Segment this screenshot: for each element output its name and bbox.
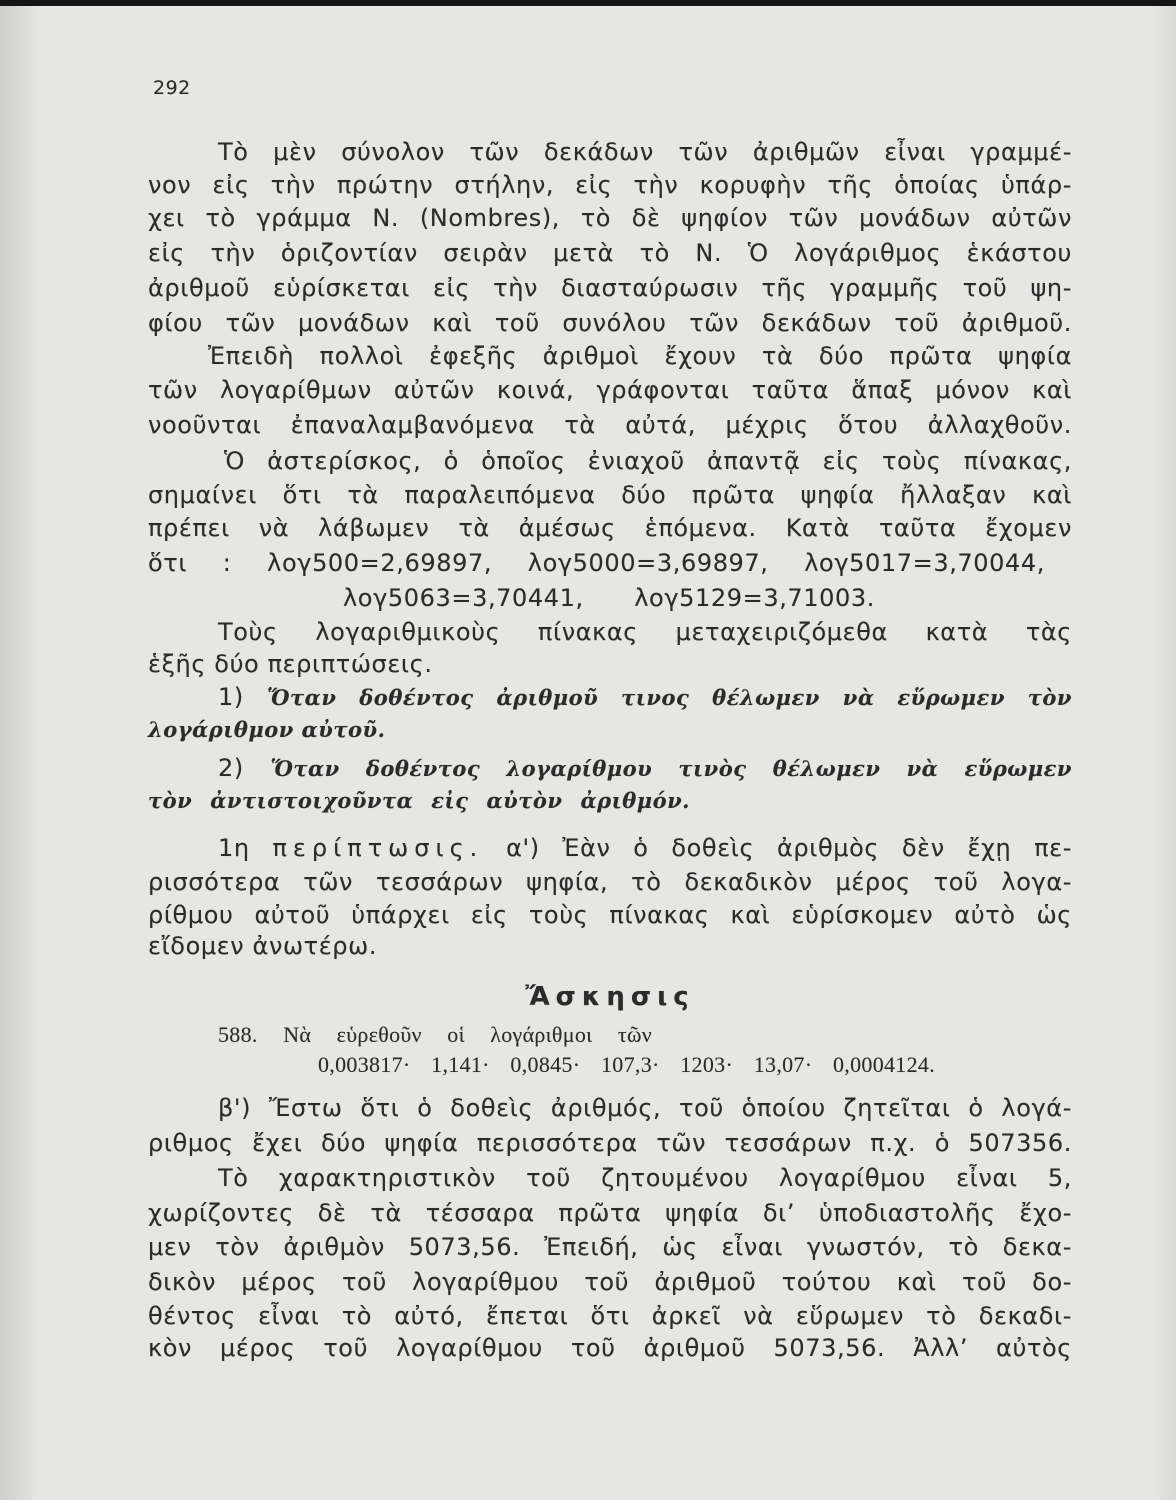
- paragraph-line: ριθμος ἔχει δύο ψηφία περισσότερα τῶν τεσσάρων π.χ. ὁ 507356.: [148, 1129, 1072, 1157]
- paragraph-line: Τὸ χαρακτηριστικὸν τοῦ ζητουμένου λογαρίθμου εἶναι 5,: [218, 1164, 1072, 1192]
- paragraph-line: πρέπει νὰ λάβωμεν τὰ ἀμέσως ἑπόμενα. Κατὰ ταῦτα ἔχομεν: [148, 514, 1072, 542]
- exercise-number: 588.: [218, 1022, 258, 1047]
- paragraph-line: δικὸν μέρος τοῦ λογαρίθμου τοῦ ἀριθμοῦ τούτου καὶ τοῦ δο-: [148, 1268, 1072, 1296]
- paragraph-line: μεν τὸν ἀριθμὸν 5073,56. Ἐπειδή, ὡς εἶναι γνωστόν, τὸ δεκα-: [148, 1233, 1072, 1261]
- case-number: 1): [218, 683, 244, 711]
- paragraph-line: χει τὸ γράμμα Ν. (Nombres), τὸ δὲ ψηφίον τῶν μονάδων αὐτῶν: [148, 204, 1072, 232]
- paragraph-line: Ὁ ἀστερίσκος, ὁ ὁποῖος ἐνιαχοῦ ἀπαντᾷ εἰς τοὺς πίνακας,: [224, 447, 1072, 475]
- paragraph-line: σημαίνει ὅτι τὰ παραλειπόμενα δύο πρῶτα ψηφία ἤλλαξαν καὶ: [148, 481, 1072, 509]
- first-case-ordinal: 1η: [218, 834, 250, 862]
- case-statement: Ὅταν δοθέντος ἀριθμοῦ τινος θέλωμεν νὰ εὕρωμεν τὸν: [267, 685, 1072, 710]
- case-line: [218, 680, 1072, 714]
- case-number: 2): [218, 754, 244, 782]
- paragraph-line: β') Ἔστω ὅτι ὁ δοθεὶς ἀριθμός, τοῦ ὁποίου ζητεῖται ὁ λογά-: [218, 1094, 1072, 1122]
- paragraph-line: χωρίζοντες δὲ τὰ τέσσαρα πρῶτα ψηφία δι’ ὑποδιαστολῆς ἔχο-: [148, 1199, 1072, 1227]
- case-statement: λογάριθμον αὐτοῦ.: [148, 717, 386, 742]
- first-case-line: [218, 831, 1072, 865]
- first-case-text: α') Ἐὰν ὁ δοθεὶς ἀριθμὸς δὲν ἔχῃ πε-: [506, 834, 1072, 862]
- first-case-title: περίπτωσις.: [272, 834, 484, 862]
- exercise-heading: Ἄσκησις: [525, 982, 695, 1012]
- paragraph-line: ἑξῆς δύο περιπτώσεις.: [148, 650, 433, 678]
- paragraph-line: Τὸ μὲν σύνολον τῶν δεκάδων τῶν ἀριθμῶν εἶναι γραμμέ-: [218, 138, 1072, 166]
- scan-edge-left-shadow: [0, 6, 40, 1500]
- case-statement: τὸν ἀντιστοιχοῦντα εἰς αὐτὸν ἀριθμόν.: [148, 788, 690, 813]
- case-statement: Ὅταν δοθέντος λογαρίθμου τινὸς θέλωμεν νὰ εὕρωμεν: [270, 756, 1072, 781]
- paragraph-line: ρίθμου αὐτοῦ ὑπάρχει εἰς τοὺς πίνακας καὶ εὑρίσκομεν αὐτὸ ὡς: [148, 901, 1072, 929]
- paragraph-line: θέντος εἶναι τὸ αὐτό, ἔπεται ὅτι ἀρκεῖ νὰ εὕρωμεν τὸ δεκαδι-: [148, 1302, 1072, 1330]
- exercise-line: [218, 1020, 652, 1050]
- exercise-prompt: Νὰ εὑρεθοῦν οἱ λογάριθμοι τῶν: [283, 1022, 652, 1047]
- formula-line: λογ5063=3,70441, λογ5129=3,71003.: [343, 584, 875, 612]
- paragraph-line: κὸν μέρος τοῦ λογαρίθμου τοῦ ἀριθμοῦ 5073,56. Ἀλλ’ αὐτὸς: [148, 1334, 1072, 1362]
- paragraph-line: ἀριθμοῦ εὑρίσκεται εἰς τὴν διασταύρωσιν τῆς γραμμῆς τοῦ ψη-: [148, 274, 1072, 302]
- case-line: [218, 751, 1072, 785]
- paragraph-line: εἴδομεν ἀνωτέρω.: [148, 932, 378, 960]
- scan-edge-right-shadow: [1152, 6, 1176, 1500]
- scan-edge-top: [0, 0, 1176, 6]
- paragraph-line: Τοὺς λογαριθμικοὺς πίνακας μεταχειριζόμεθα κατὰ τὰς: [218, 618, 1072, 646]
- paragraph-line: νοοῦνται ἐπαναλαμβανόμενα τὰ αὐτά, μέχρις ὅτου ἀλλαχθοῦν.: [148, 411, 1072, 439]
- page-number: 292: [153, 77, 191, 99]
- exercise-values: 0,003817· 1,141· 0,0845· 107,3· 1203· 13,07· 0,0004124.: [318, 1052, 935, 1077]
- formula-line: ὅτι : λογ500=2,69897, λογ5000=3,69897, λογ5017=3,70044,: [148, 549, 1045, 577]
- paragraph-line: Ἐπειδὴ πολλοὶ ἐφεξῆς ἀριθμοὶ ἔχουν τὰ δύο πρῶτα ψηφία: [208, 342, 1072, 370]
- paragraph-line: φίου τῶν μονάδων καὶ τοῦ συνόλου τῶν δεκάδων τοῦ ἀριθμοῦ.: [148, 309, 1072, 337]
- paragraph-line: νον εἰς τὴν πρώτην στήλην, εἰς τὴν κορυφὴν τῆς ὁποίας ὑπάρ-: [148, 171, 1072, 199]
- paragraph-line: τῶν λογαρίθμων αὐτῶν κοινά, γράφονται ταῦτα ἅπαξ μόνον καὶ: [148, 376, 1072, 404]
- paragraph-line: ρισσότερα τῶν τεσσάρων ψηφία, τὸ δεκαδικὸν μέρος τοῦ λογα-: [148, 868, 1072, 896]
- paragraph-line: εἰς τὴν ὁριζοντίαν σειρὰν μετὰ τὸ Ν. Ὁ λογάριθμος ἑκάστου: [148, 239, 1072, 267]
